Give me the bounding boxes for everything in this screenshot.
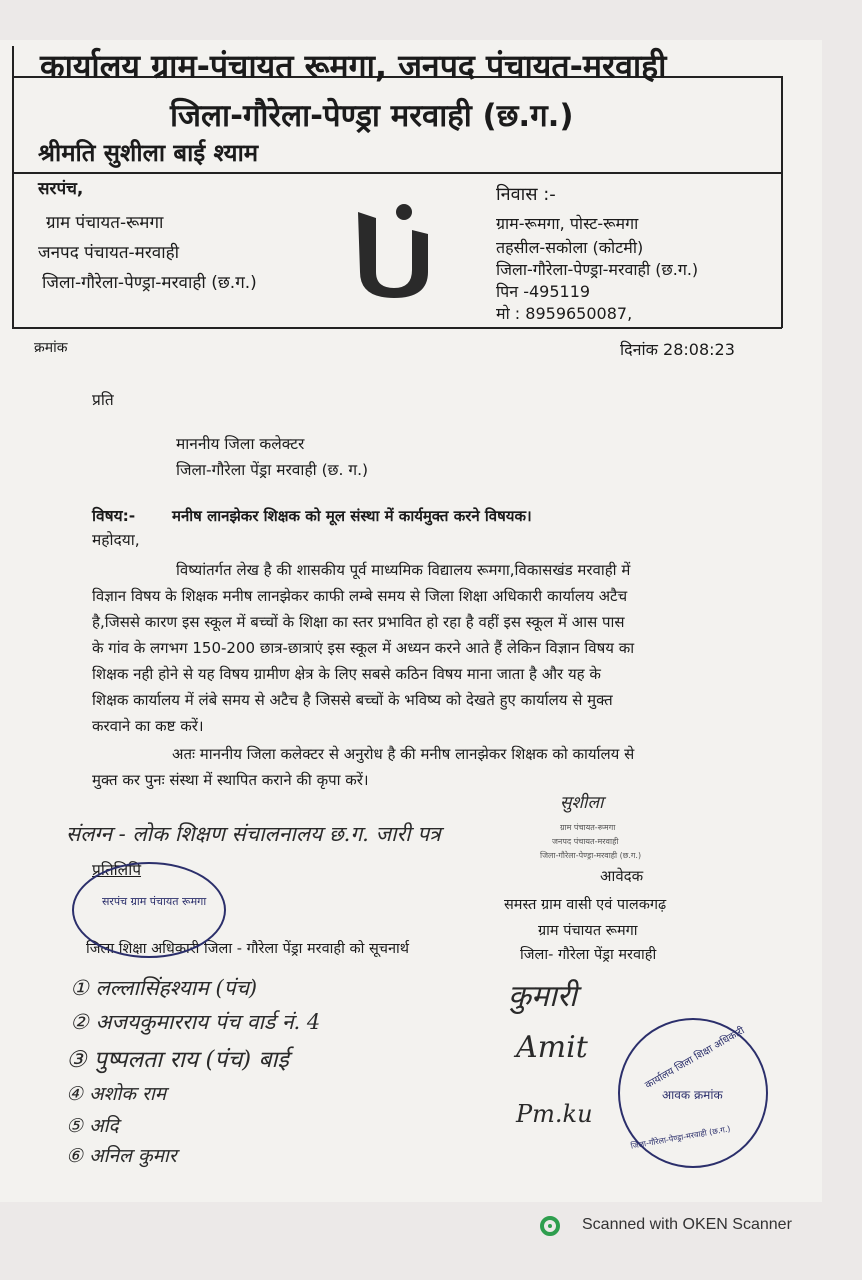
prati-label: प्रति (92, 391, 114, 409)
paragraph1-line5: शिक्षक नही होने से यह विषय ग्रामीण क्षेत्र के लिए सबसे कठिन विषय माना जाता है और यह के (92, 665, 601, 683)
left-border (12, 46, 14, 328)
panchayat-logo-icon (354, 200, 434, 300)
salutation: महोदया, (92, 531, 140, 549)
header-bottom-border (12, 327, 782, 329)
scanner-footer (0, 1202, 862, 1280)
applicant-line2: ग्राम पंचायत रूमगा (538, 923, 638, 939)
letterhead-title-line2: जिला-गौरेला-पेण्ड्रा मरवाही (छ.ग.) (170, 98, 574, 134)
signature-2: ② अजयकुमारराय पंच वार्ड नं. 4 (70, 1010, 321, 1034)
sender-line-1: सरपंच, (38, 179, 84, 199)
subject-label: विषय:- (92, 507, 136, 525)
applicant-line3: जिला- गौरेला पेंड्रा मरवाही (520, 947, 657, 963)
paragraph2-line1: अतः माननीय जिला कलेक्टर से अनुरोध है की मनीष लानझेकर शिक्षक को कार्यालय से (172, 745, 635, 763)
date: दिनांक 28:08:23 (620, 340, 735, 359)
sarpanch-signature: सुशीला (560, 793, 604, 813)
stamp-small-line2: जनपद पंचायत-मरवाही (552, 837, 619, 846)
address-line-3: जिला-गौरेला-पेण्ड्रा-मरवाही (छ.ग.) (496, 260, 699, 279)
right-seal: कार्यालय जिला शिक्षा अधिकारी आवक क्रमांक जिला-गौरेला-पेण्ड्रा-मरवाही (छ.ग.) (618, 1018, 768, 1168)
sender-line-3: जनपद पंचायत-मरवाही (38, 243, 180, 263)
copy-label: प्रतिलिपि (92, 861, 142, 879)
signature-3: ③ पुष्पलता राय (पंच) बाई (66, 1047, 289, 1073)
applicant-signature-1: कुमारी (508, 979, 577, 1014)
signature-5: ⑤ अदि (66, 1115, 119, 1137)
address-pin: पिन -495119 (496, 282, 591, 301)
stamp-small-line1: ग्राम पंचायत-रूमगा (560, 823, 616, 832)
oken-scanner-icon (540, 1216, 560, 1236)
subject-text: मनीष लानझेकर शिक्षक को मूल संस्था में कार्यमुक्त करने विषयक। (172, 507, 532, 525)
signature-4: ④ अशोक राम (66, 1083, 167, 1105)
scanner-watermark: Scanned with OKEN Scanner (582, 1216, 792, 1233)
letterhead-title-line1: कार्यालय ग्राम-पंचायत रूमगा, जनपद पंचायत-मरवाही (40, 47, 667, 85)
enclosure-handwritten: संलग्न - लोक शिक्षण संचालनालय छ.ग. जारी पत्र (66, 822, 441, 846)
paragraph2-line2: मुक्त कर पुनः संस्था में स्थापित कराने की कृपा करें। (92, 771, 369, 789)
applicant-line1: समस्त ग्राम वासी एवं पालकगढ़ (504, 897, 667, 913)
paragraph1-line1: विष्यांतर्गत लेख है की शासकीय पूर्व माध्यमिक विद्यालय रूमगा,विकासखंड मरवाही में (176, 561, 631, 579)
stamp-small-line3: जिला-गौरेला-पेण्ड्रा-मरवाही (छ.ग.) (540, 851, 642, 860)
address-line-2: तहसील-सकोला (कोटमी) (496, 238, 644, 257)
address-label: निवास :- (496, 184, 556, 205)
copy-line: जिला शिक्षा अधिकारी जिला - गौरेला पेंड्रा मरवाही को सूचनार्थ (86, 941, 410, 957)
address-line-1: ग्राम-रूमगा, पोस्ट-रूमगा (496, 214, 639, 233)
applicant-signature-2: Amit (516, 1030, 588, 1065)
paragraph1-line4: के गांव के लगभग 150-200 छात्र-छात्राएं इस स्कूल में अध्यन करने आते हैं लेकिन विज्ञान विषय का (92, 639, 635, 657)
paragraph1-line6: शिक्षक कार्यालय में लंबे समय से अटैच है जिससे बच्चों के भविष्य को देखते हुए कार्यालय से मुक्त (92, 691, 613, 709)
paragraph1-line7: करवाने का कष्ट करें। (92, 717, 204, 735)
applicant-signature-3: Pm.ku (516, 1100, 593, 1128)
left-seal: सरपंच ग्राम पंचायत रूमगा (72, 862, 226, 958)
sender-line-2: ग्राम पंचायत-रूमगा (46, 213, 164, 233)
signature-6: ⑥ अनिल कुमार (66, 1145, 177, 1167)
sender-line-4: जिला-गौरेला-पेण्ड्रा-मरवाही (छ.ग.) (42, 273, 257, 293)
paragraph1-line3: है,जिससे कारण इस स्कूल में बच्चों के शिक्षा का स्तर प्रभावित हो रहा है वहीं इस स्कूल में आस पास (92, 613, 625, 631)
header-divider (12, 172, 782, 174)
address-mobile: मो : 8959650087, (496, 304, 633, 323)
sender-name: श्रीमति सुशीला बाई श्याम (38, 139, 259, 167)
paragraph1-line2: विज्ञान विषय के शिक्षक मनीष लानझेकर काफी लम्बे समय से जिला शिक्षा अधिकारी कार्यालय अटैच (92, 587, 628, 605)
recipient-line2: जिला-गौरेला पेंड्रा मरवाही (छ. ग.) (176, 461, 369, 479)
kramank-label: क्रमांक (34, 340, 68, 356)
applicant-label: आवेदक (600, 867, 644, 885)
signature-1: ① लल्लासिंहश्याम (पंच) (70, 976, 258, 1000)
right-border (781, 76, 783, 328)
recipient-line1: माननीय जिला कलेक्टर (176, 435, 305, 453)
